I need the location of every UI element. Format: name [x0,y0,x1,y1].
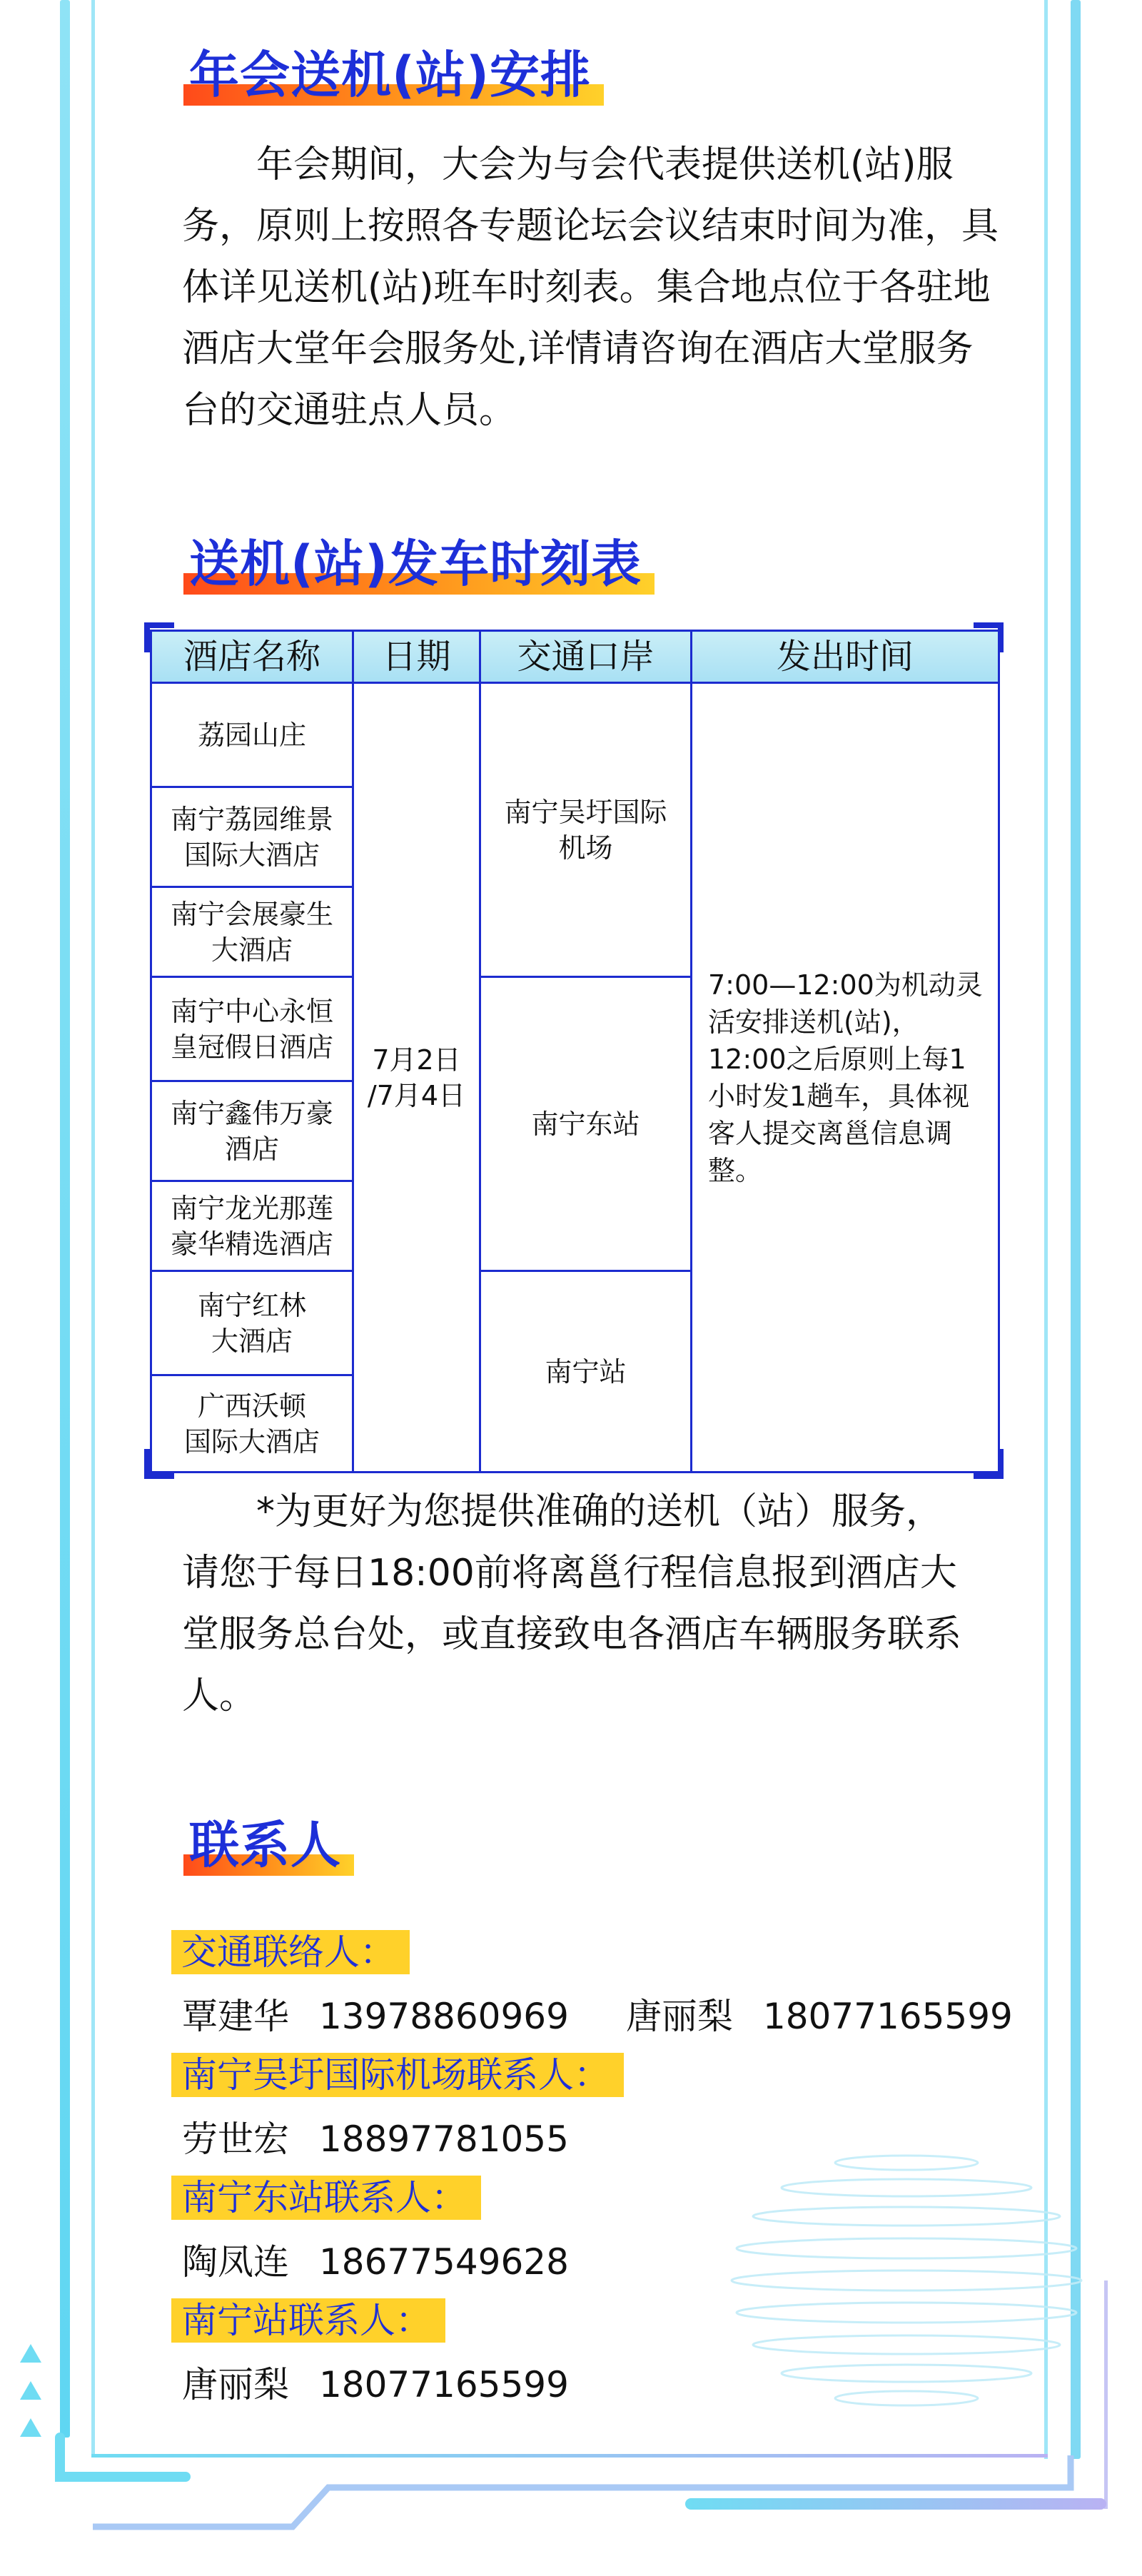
hotel-cell: 南宁中心永恒 皇冠假日酒店 [151,977,353,1081]
contact-name: 陶凤连 [182,2241,289,2283]
hotel-cell: 南宁龙光那莲 豪华精选酒店 [151,1181,353,1271]
contact-line [182,2114,569,2164]
contact-line [182,1991,1013,2041]
contact-phone[interactable]: 18077165599 [762,1996,1013,2037]
hotel-cell: 南宁红林 大酒店 [151,1271,353,1375]
header-departure: 发出时间 [692,631,999,683]
port-cell: 南宁站 [480,1271,692,1473]
schedule-section-title: 送机(站)发车时刻表 [189,532,642,596]
contact-label-station: 南宁站联系人： [171,2298,445,2343]
table-corner-mark [974,622,1004,652]
shuttle-section-title: 年会送机(站)安排 [189,43,591,107]
header-date: 日期 [353,631,480,683]
hotel-cell: 广西沃顿 国际大酒店 [151,1375,353,1473]
contact-line [182,2360,569,2410]
departure-cell: 7:00—12:00为机动灵活安排送机(站)，12:00之后原则上每1小时发1趟车，具体视客人提交离邕信息调整。 [692,683,999,1473]
shuttle-paragraph: 年会期间，大会为与会代表提供送机(站)服务，原则上按照各专题论坛会议结束时间为准，具体详见送机(站)班车时刻表。集合地点位于各驻地酒店大堂年会服务处,详情请咨询在酒店大堂服务台的交通驻点人员。 [182,143,999,432]
contact-name: 唐丽梨 [625,1996,733,2037]
hotel-cell: 南宁鑫伟万豪 酒店 [151,1081,353,1181]
table-corner-mark [974,1449,1004,1479]
contact-name: 劳世宏 [182,2118,289,2160]
hotel-cell: 荔园山庄 [151,683,353,787]
schedule-table-container [150,630,998,1472]
schedule-table [150,630,1000,1473]
port-cell: 南宁东站 [480,977,692,1271]
header-port: 交通口岸 [480,631,692,683]
contacts-section-title: 联系人 [189,1813,341,1877]
port-cell: 南宁吴圩国际 机场 [480,683,692,977]
contact-phone[interactable]: 18077165599 [319,2364,569,2405]
schedule-note: *为更好为您提供准确的送机（站）服务，请您于每日18:00前将离邕行程信息报到酒店大堂服务总台处，或直接致电各酒店车辆服务联系人。 [182,1490,962,1717]
table-corner-mark [144,1449,174,1479]
contact-label-traffic: 交通联络人： [171,1930,410,1974]
contact-line [182,2237,569,2287]
table-corner-mark [144,622,174,652]
table-header-row [151,631,999,683]
contact-phone[interactable]: 18677549628 [319,2241,569,2283]
contact-label-east-station: 南宁东站联系人： [171,2176,481,2220]
contact-phone[interactable]: 13978860969 [319,1996,569,2037]
contact-name: 唐丽梨 [182,2364,289,2405]
contact-label-airport: 南宁吴圩国际机场联系人： [171,2053,624,2097]
header-hotel: 酒店名称 [151,631,353,683]
table-row [151,683,999,787]
date-cell: 7月2日 /7月4日 [353,683,480,1473]
contact-phone[interactable]: 18897781055 [319,2118,569,2160]
contact-name: 覃建华 [182,1996,289,2037]
hotel-cell: 南宁会展豪生 大酒店 [151,887,353,977]
hotel-cell: 南宁荔园维景 国际大酒店 [151,787,353,887]
